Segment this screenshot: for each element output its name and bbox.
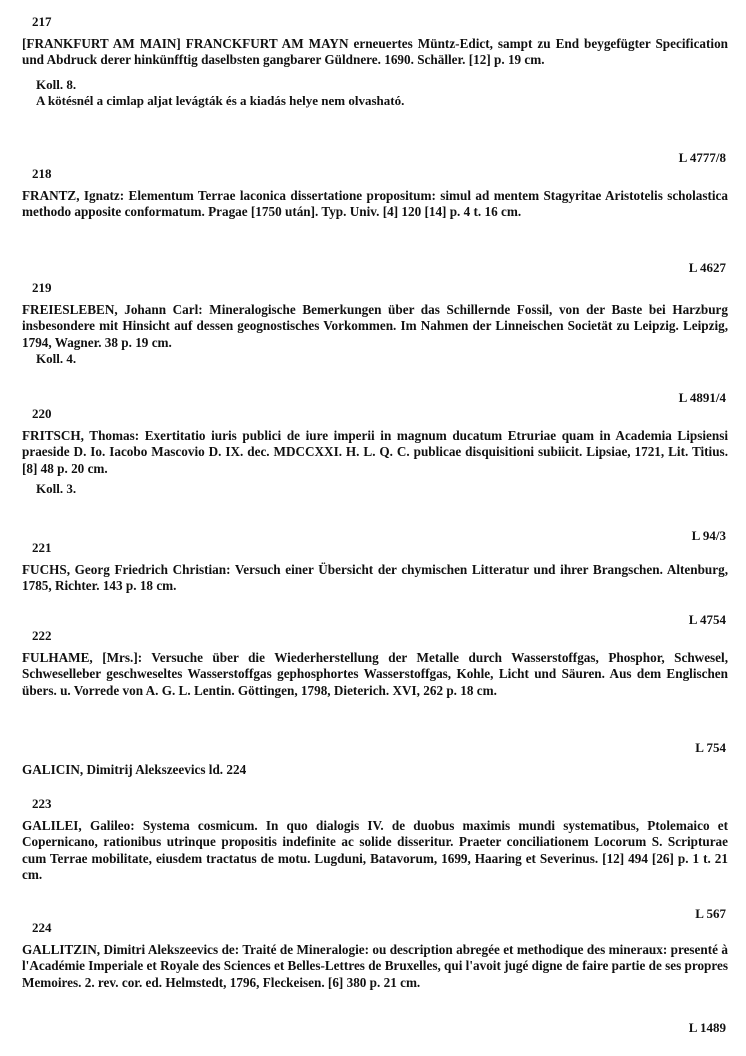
shelfmark: L 4754 [688,612,726,627]
entry-description [22,302,728,351]
entry-number: 218 [32,166,52,181]
entry-text: Elementum Terrae laconica dissertatione propositum: simul ad mentem Stagyritae Aristotelis scholastica methodo apposite conformatum. Pragae [1750 után]. Typ. Univ. [4] 120 [14] p. 4 t. 16 cm. [22,188,728,220]
entry-description [22,562,728,595]
shelfmark: L 94/3 [691,528,726,543]
entry-number: 221 [32,540,52,555]
shelfmark: L 1489 [688,1020,726,1035]
entry-text: Traité de Mineralogie: ou description abregée et methodique des mineraux: presenté à l'Académie Imperiale et Royale des Sciences et Belles-Lettres de Bruxelles, qui l'avoit jugé digne de faire partie de ses propres Memoires. 2. rev. cor. ed. Helmstedt, 1796, Fleckeisen. [6] 380 p. 21 cm. [22,942,728,990]
entry-heading: FUCHS, Georg Friedrich Christian: [22,562,231,577]
entry-heading: FRITSCH, Thomas: [22,428,140,443]
entry-heading: [FRANKFURT AM MAIN] FRANCKFURT AM MAYN [22,36,349,51]
entry-note: A kötésnél a cimlap aljat levágták és a kiadás helye nem olvasható. [36,93,405,109]
entry-note: Koll. 4. [36,351,77,367]
entry-description [22,942,728,991]
entry-number: 220 [32,406,52,421]
entry-note: Koll. 3. [36,481,77,497]
entry-number: 224 [32,920,52,935]
entry-number: 223 [32,796,52,811]
catalog-entry-219 [22,280,728,368]
catalog-entry-224 [22,920,728,991]
cross-reference: GALICIN, Dimitrij Alekszeevics ld. 224 [22,762,247,777]
entry-heading: FRANTZ, Ignatz: [22,188,125,203]
entry-description [22,428,728,477]
catalog-entry-222 [22,628,728,699]
entry-number: 222 [32,628,52,643]
entry-text: Mineralogische Bemerkungen über das Schillernde Fossil, von der Baste bei Harzburg insbesondere mit Hinsicht auf dessen geognostisches Vorkommen. Im Nahmen der Linneischen Societät zu Leipzig. Leipzig, 1794, Wagner. 38 p. 19 cm. [22,302,728,350]
entry-description [22,36,728,69]
entry-text: Systema cosmicum. In quo dialogis IV. de duobus maximis mundi systematibus, Ptolemaico et Copernicano, rationibus utrinque propositis indefinite ac solide disseritur. Praeter conciliationem Locorum S. Scripturae cum Terrae mobilitate, eiusdem tractatus de motu. Lugduni, Batavorum, 1699, Haaring et Severinus. [12] 494 [26] p. 1 t. 21 cm. [22,818,728,883]
entry-number: 219 [32,280,52,295]
entry-number: 217 [32,14,52,29]
shelfmark: L 4627 [688,260,726,275]
entry-text: Exertitatio iuris publici de iure imperii in magnum ducatum Etruriae quam in Academia Lipsiensi praeside D. Io. Iacobo Mascovio D. IX. dec. MDCCXXI. H. L. Q. C. publicae disquisitioni subiicit. Lipsiae, 1721, Lit. Titius. [8] 48 p. 20 cm. [22,428,729,476]
catalog-entry-220 [22,406,728,498]
catalog-entry-223 [22,796,728,884]
catalog-entry-217 [22,14,728,110]
entry-text: Versuche über die Wiederherstellung der Metalle durch Wasserstoffgas, Phosphor, Schwesel, Schweselleber geschweseltes Wasserstoffgas gephosphortes Wasserstoffgas, Kohle, Licht und Säuren. Aus dem Englischen übers. u. Vorrede von A. G. L. Lentin. Göttingen, 1798, Dieterich. XVI, 262 p. 18 cm. [22,650,728,698]
shelfmark: L 4777/8 [678,150,726,165]
entry-heading: FREIESLEBEN, Johann Carl: [22,302,203,317]
shelfmark: L 754 [695,740,726,755]
entry-description [22,188,728,221]
entry-text: Versuch einer Übersicht der chymischen Litteratur und ihrer Brangschen. Altenburg, 1785, Richter. 143 p. 18 cm. [22,562,728,594]
entry-text: erneuertes Müntz-Edict, sampt zu End beygefügter Specification und Abdruck derer hinkünfftig daselbsten gangbarer Güldnere. 1690. Schäller. [12] p. 19 cm. [22,36,728,68]
shelfmark: L 567 [695,906,726,921]
entry-description [22,818,728,884]
entry-heading: GALLITZIN, Dimitri Alekszeevics de: [22,942,240,957]
entry-description [22,650,728,699]
catalog-entry-218 [22,166,728,221]
entry-heading: FULHAME, [Mrs.]: [22,650,143,665]
catalog-entry-221 [22,540,728,595]
entry-note: Koll. 8. [36,76,77,92]
shelfmark: L 4891/4 [678,390,726,405]
entry-heading: GALILEI, Galileo: [22,818,135,833]
